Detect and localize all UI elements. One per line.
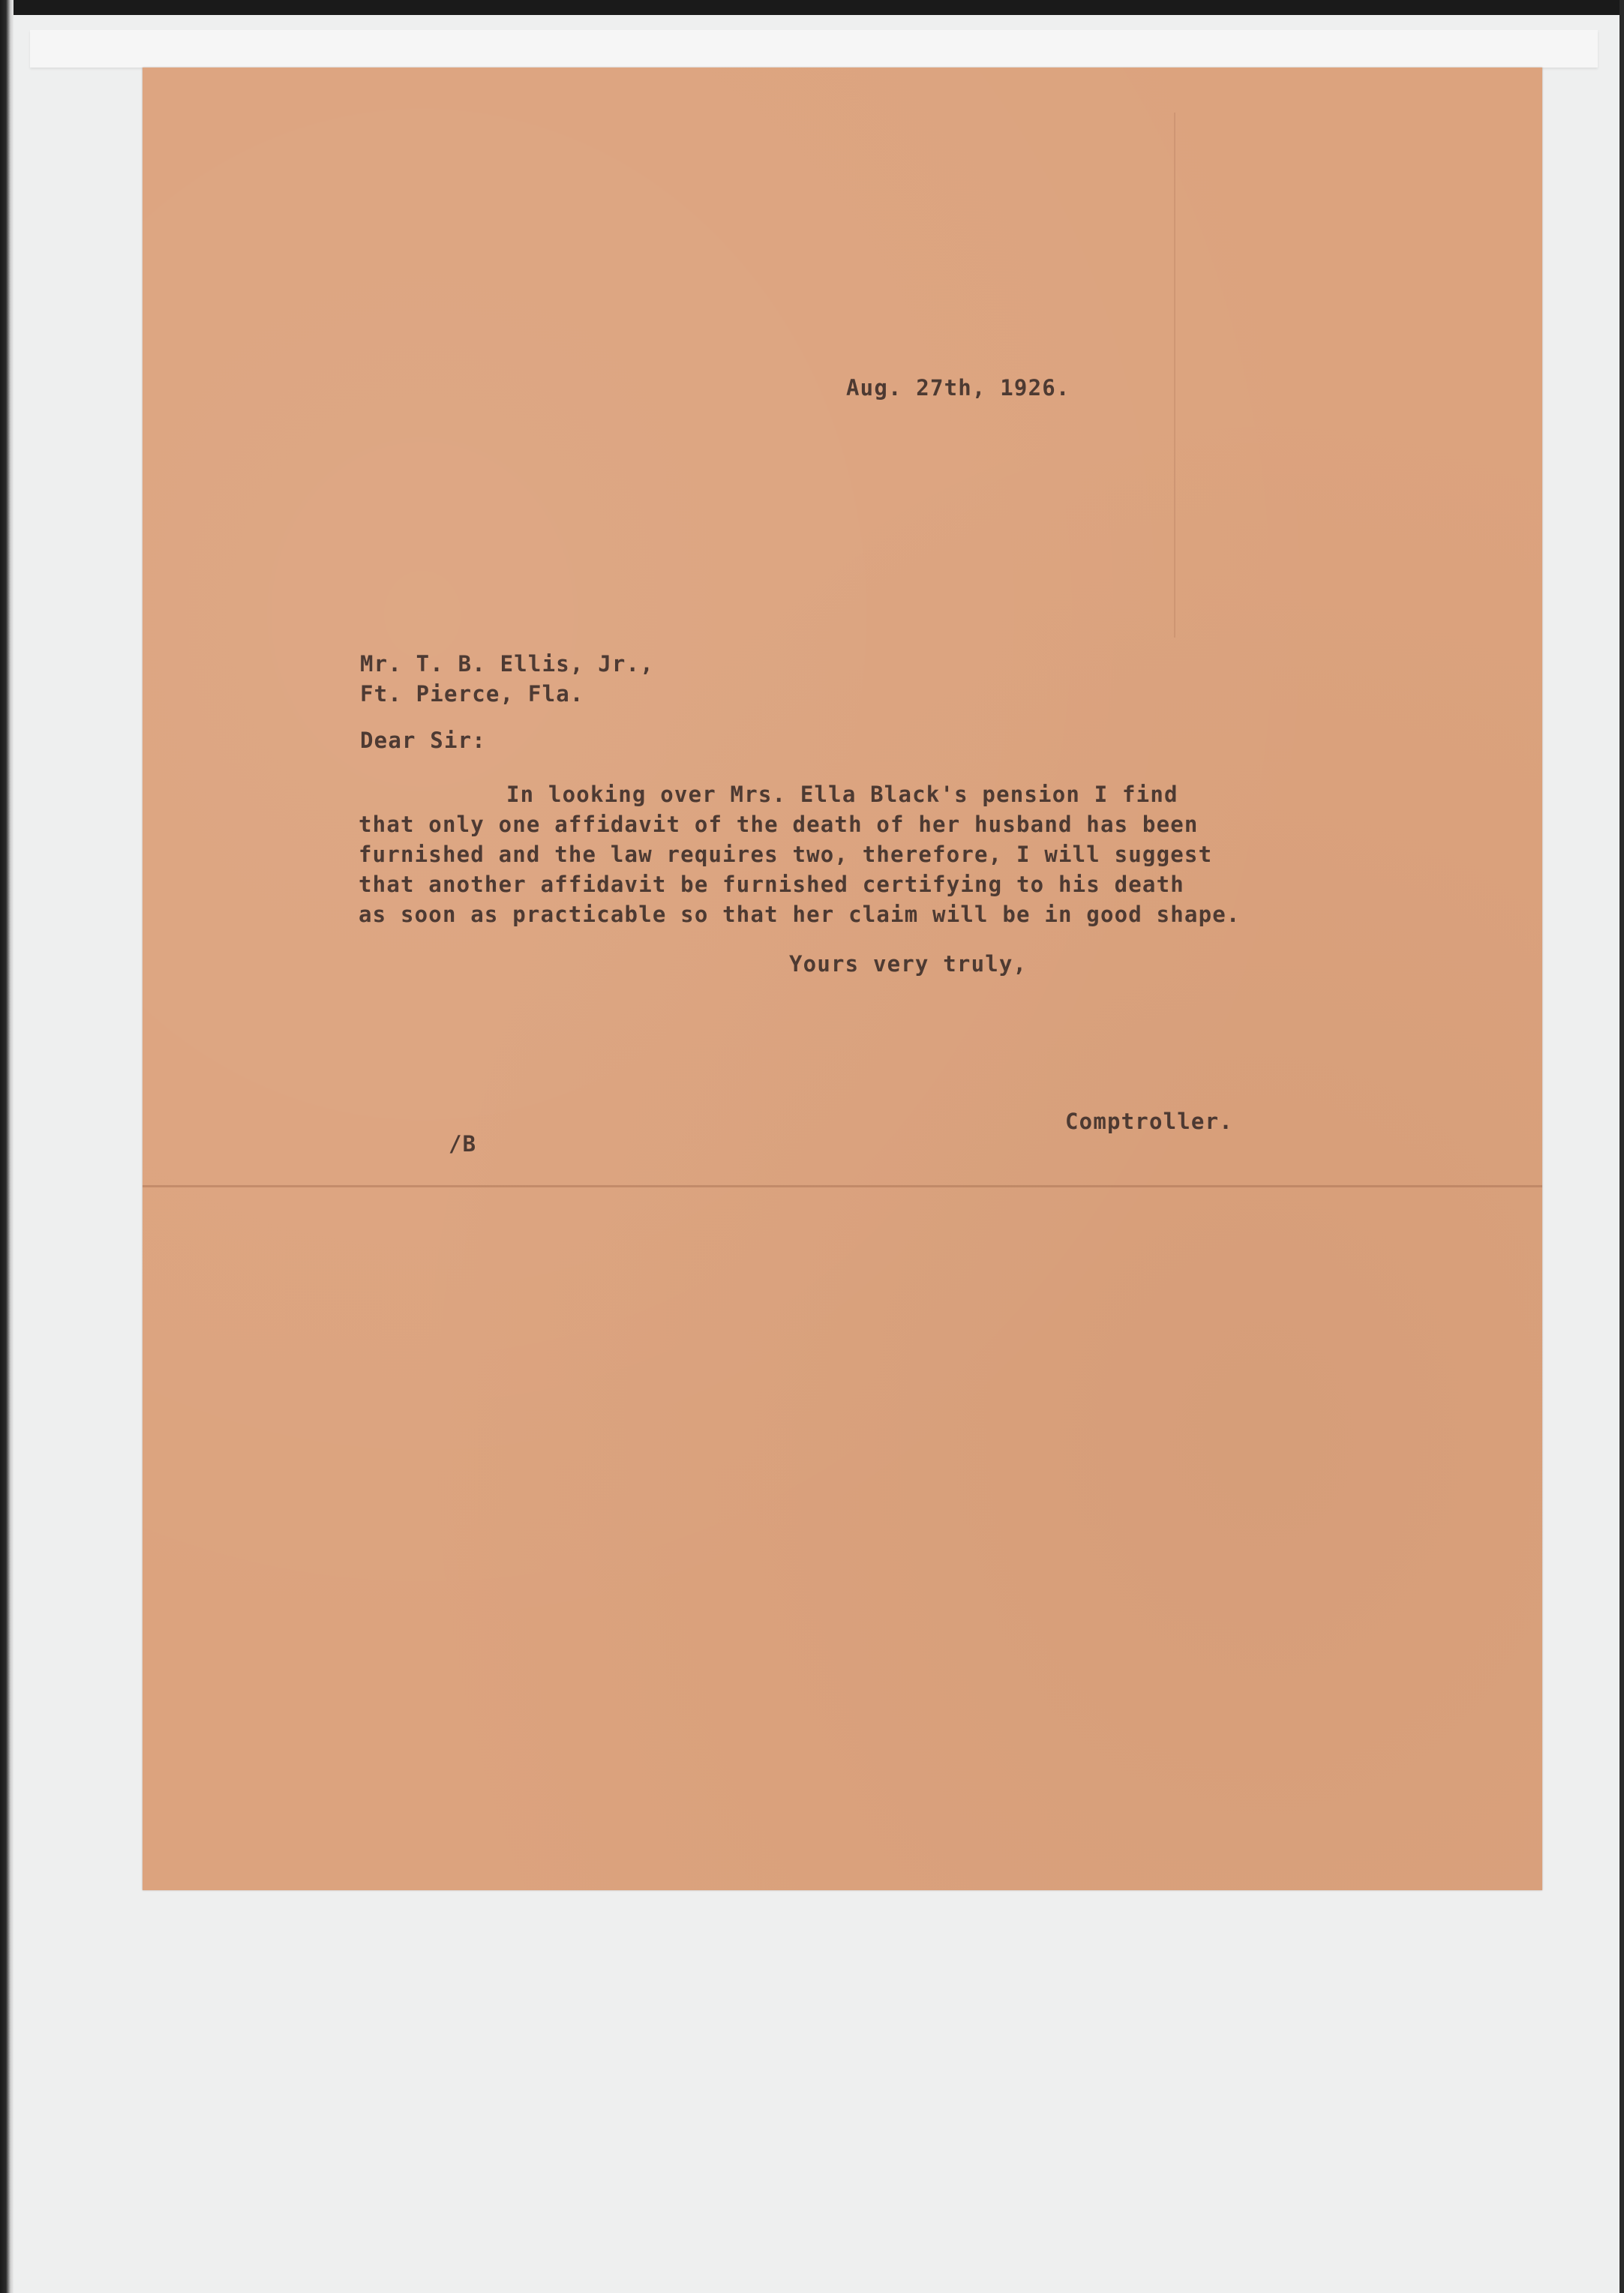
scan-left-edge (0, 0, 14, 2293)
typist-initials: /B (449, 1131, 477, 1157)
scan-right-edge (1619, 0, 1624, 2293)
body-line: as soon as practicable so that her claim will be in good shape. (359, 902, 1241, 927)
scan-top-edge (0, 0, 1624, 15)
backing-paper-strip (30, 30, 1598, 68)
body-line: In looking over Mrs. Ella Black's pension I find (506, 782, 1178, 807)
addressee-name: Mr. T. B. Ellis, Jr., (360, 651, 654, 677)
salutation: Dear Sir: (360, 728, 486, 753)
crease-line (1174, 113, 1175, 638)
body-line: furnished and the law requires two, therefore, I will suggest (359, 842, 1213, 867)
addressee-location: Ft. Pierce, Fla. (360, 681, 584, 707)
letter-sheet (143, 68, 1542, 1890)
body-line: that only one affidavit of the death of her husband has been (359, 812, 1199, 837)
closing: Yours very truly, (789, 951, 1028, 977)
letter-date: Aug. 27th, 1926. (846, 375, 1070, 401)
fold-line (143, 1185, 1542, 1187)
signature-title: Comptroller. (1065, 1109, 1233, 1134)
body-line: that another affidavit be furnished certifying to his death (359, 872, 1184, 897)
